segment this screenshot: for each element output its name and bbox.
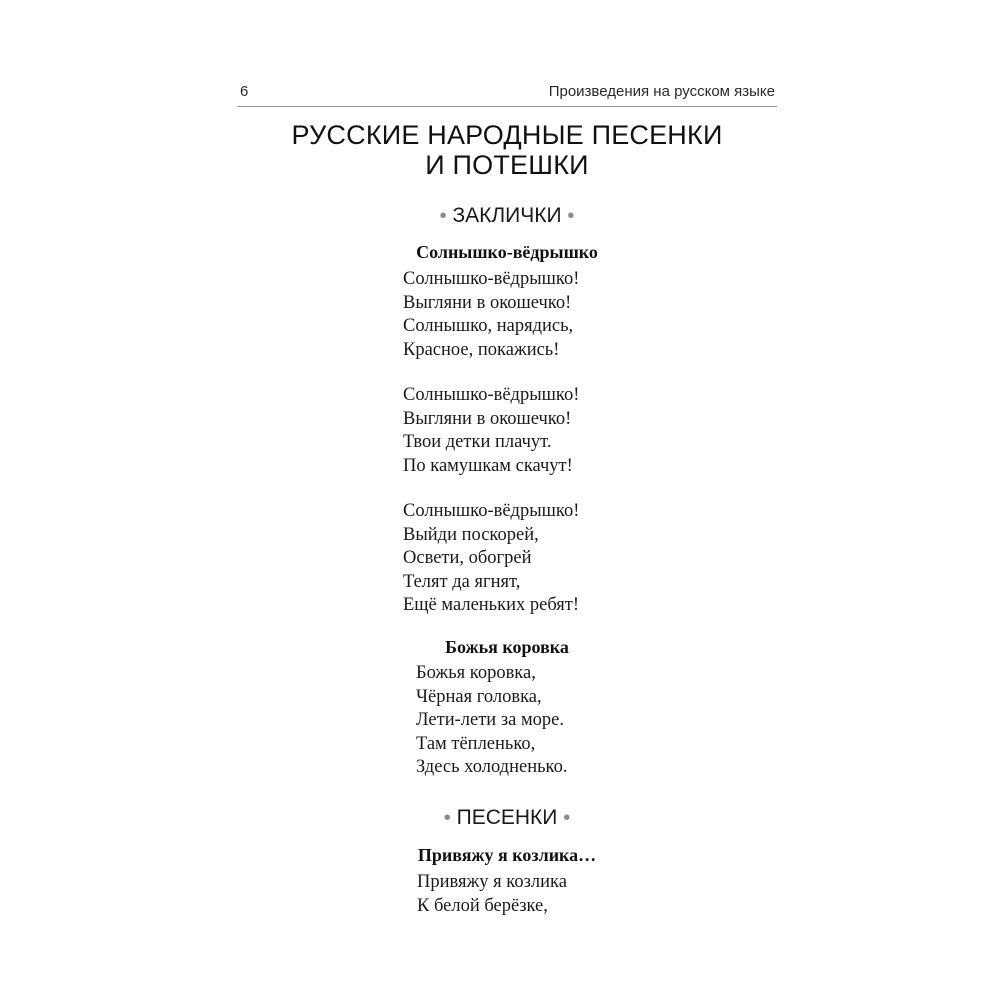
verse-line: Солнышко, нарядись, [403, 316, 574, 337]
stanza [416, 662, 567, 780]
verse-line: Выгляни в окошечко! [403, 292, 572, 313]
book-page [237, 0, 777, 1000]
poem-title: Божья коровка [445, 637, 569, 657]
verse-line: Ещё маленьких ребят! [403, 595, 580, 616]
verse-line: Солнышко-вёдрышко! [403, 269, 580, 289]
stanza [417, 871, 567, 918]
stanza [403, 500, 579, 618]
poem-title: Солнышко-вёдрышко [416, 242, 598, 262]
bullet-icon: • [439, 205, 447, 227]
poem-title: Привяжу я козлика… [417, 845, 597, 865]
verse-line: Там тёпленько, [416, 733, 536, 754]
main-title-line-1: РУССКИЕ НАРОДНЫЕ ПЕСЕНКИ [291, 120, 723, 150]
verse-line: Красное, покажись! [403, 339, 560, 360]
bullet-icon: • [567, 205, 575, 227]
running-header [237, 80, 777, 107]
section-heading-pesenki [237, 806, 777, 830]
verse-line: Лети-лети за море. [416, 710, 565, 731]
verse-line: Освети, обогрей [403, 548, 532, 569]
section-heading-label: ЗАКЛИЧКИ [452, 204, 562, 227]
verse-line: Чёрная головка, [416, 686, 542, 707]
section-heading-label: ПЕСЕНКИ [456, 806, 558, 829]
verse-line: Выйди поскорей, [403, 524, 539, 545]
verse-line: Привяжу я козлика [417, 872, 567, 892]
section-heading-zaklichki [237, 204, 777, 228]
verse-line: Телят да ягнят, [403, 571, 521, 592]
main-title-line-2: И ПОТЕШКИ [425, 150, 589, 180]
stanza [403, 268, 579, 362]
bullet-icon: • [443, 807, 451, 829]
verse-line: Солнышко-вёдрышко! [403, 501, 580, 521]
verse-line: К белой берёзке, [417, 895, 548, 916]
verse-line: Выгляни в окошечко! [403, 408, 572, 429]
verse-line: Здесь холодненько. [416, 757, 568, 778]
page-number: 6 [240, 83, 249, 100]
verse-line: Твои детки плачут. [403, 432, 552, 453]
verse-line: Божья коровка, [416, 663, 536, 683]
bullet-icon: • [563, 807, 571, 829]
verse-line: По камушкам скачут! [403, 455, 573, 476]
verse-line: Солнышко-вёдрышко! [403, 385, 580, 405]
running-header-title: Произведения на русском языке [548, 83, 775, 100]
stanza [403, 384, 579, 478]
